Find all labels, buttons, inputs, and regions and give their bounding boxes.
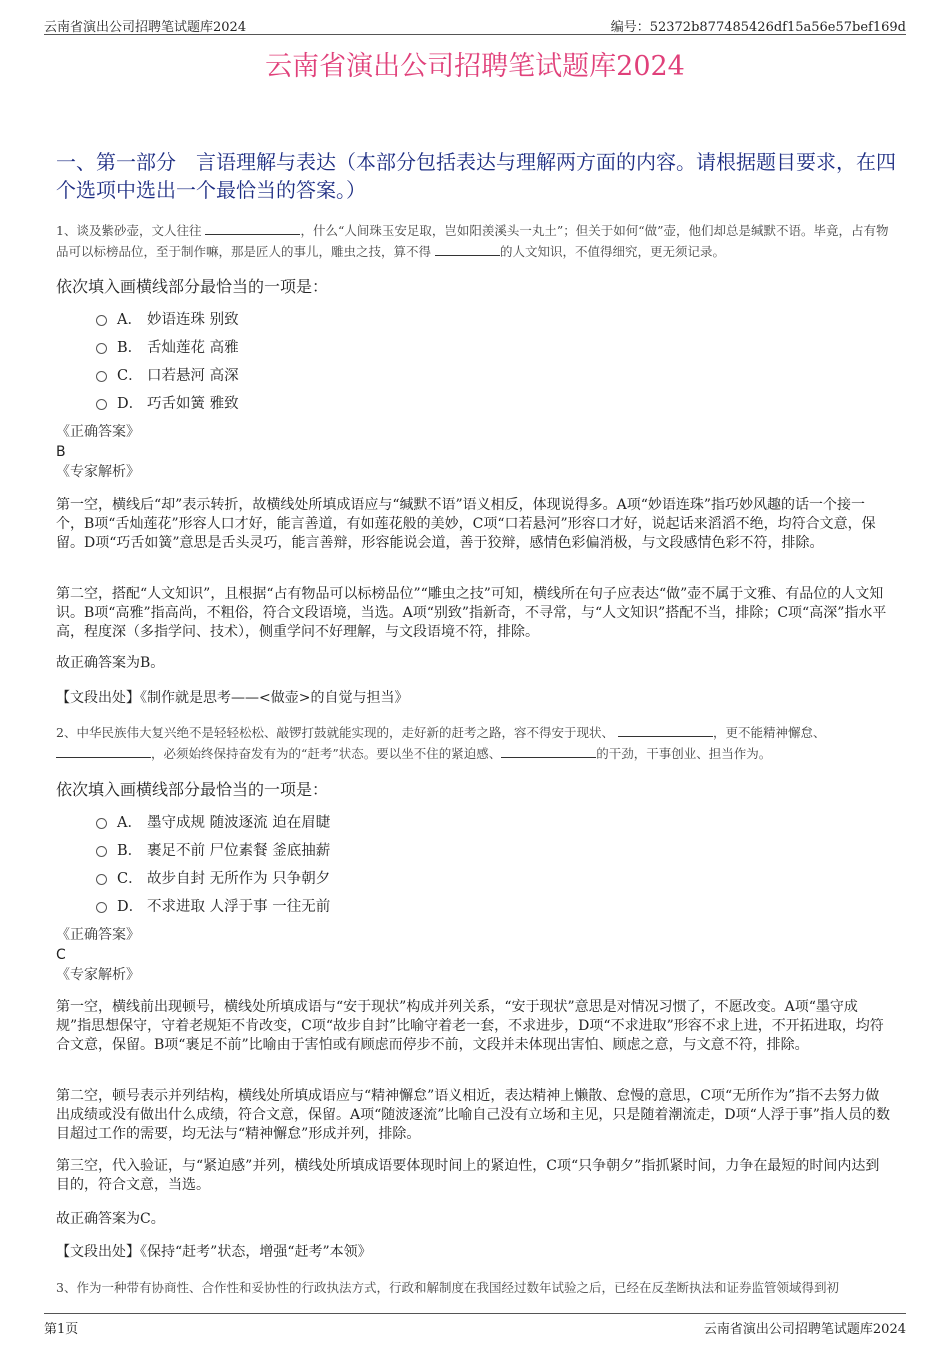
answer-value: B [56,444,66,460]
analysis-label: 《专家解析》 [56,464,140,480]
analysis-paragraph: 第一空，横线前出现顿号，横线处所填成语与“安于现状”构成并列关系，“安于现状”意思是对情况习惯了，不愿改变。A项“墨守成规”指思想保守，守着老规矩不肯改变，C项“故步自封”比喻守着老一套，不求进步，D项“不求进取”形容不求上进，不开拓进取，均符合文意，保留。B项“裹足不前”比喻由于害怕或有顾虑而停步不前，文段并未体现出害怕、顾虑之意，与文意不符，排除。 [56,999,884,1053]
section-heading: 一、第一部分 言语理解与表达（本部分包括表达与理解两方面的内容。请根据题目要求，在四个选项中选出一个最恰当的答案。） [56,150,896,202]
question-stem: 2、中华民族伟大复兴绝不是轻轻松松、敲锣打鼓就能实现的，走好新的赶考之路，容不得安于现状、 ，更不能精神懈怠、，必须始终保持奋发有为的“赶考”状态。要以坐不住的紧迫感、 的干劲，干事创业、担当作为。 [56,725,826,761]
answer-label: 《正确答案》 [56,424,140,440]
analysis-paragraph: 第一空，横线后“却”表示转折，故横线处所填成语应与“缄默不语”语义相反，体现说得多。A项“妙语连珠”指巧妙风趣的话一个接一个，B项“舌灿莲花”形容人口才好，能言善道，有如莲花般的美妙，C项“口若悬河”形容口才好，说起话来滔滔不绝，均符合文意，保留。D项“巧舌如簧”意思是舌头灵巧，能言善辩，形容能说会道，善于狡辩，感情色彩偏消极，与文段感情色彩不符，排除。 [56,497,876,551]
radio-icon[interactable] [96,343,107,354]
radio-icon[interactable] [96,874,107,885]
answer-value: C [56,947,66,963]
radio-icon[interactable] [96,399,107,410]
radio-icon[interactable] [96,818,107,829]
analysis-paragraph: 第三空，代入验证，与“紧迫感”并列，横线处所填成语要体现时间上的紧迫性，C项“只争朝夕”指抓紧时间，力争在最短的时间内达到目的，符合文意，当选。 [56,1158,880,1193]
radio-icon[interactable] [96,371,107,382]
answer-label: 《正确答案》 [56,927,140,943]
page-footer [44,1313,906,1344]
analysis-label: 《专家解析》 [56,967,140,983]
question-prompt: 依次填入画横线部分最恰当的一项是： [56,277,329,296]
answer-blank [205,222,300,235]
question-1 [56,220,892,262]
footer-doc-title: 云南省演出公司招聘笔试题库2024 [703,1322,906,1337]
source-citation: 【文段出处】《保持“赶考”状态，增强“赶考”本领》 [56,1244,372,1260]
question-stem: 1、谈及紫砂壶，文人往往 ，什么“人间珠玉安足取，岂如阳羡溪头一丸土”；但关于如何“做”壶，他们却总是缄默不语。毕竟，占有物品可以标榜品位，至于制作嘛，那是匠人的事儿，雕虫之技，算不得 的人文知识，不值得细究，更无须记录。 [56,223,889,259]
option-d[interactable]: D． 巧舌如簧 雅致 [56,388,892,416]
analysis-paragraph: 第二空，搭配“人文知识”，且根据“占有物品可以标榜品位”“雕虫之技”可知，横线所在句子应表达“做”壶不属于文雅、有品位的人文知识。B项“高雅”指高尚，不粗俗，符合文段语境，当选。A项“别致”指新奇，不寻常，与“人文知识”搭配不当，排除；C项“高深”指水平高，程度深（多指学问、技术），侧重学问不好理解，与文段语境不符，排除。 [56,586,887,640]
radio-icon[interactable] [96,902,107,913]
header-doc-title: 云南省演出公司招聘笔试题库2024 [44,20,247,35]
radio-icon[interactable] [96,315,107,326]
document-title: 云南省演出公司招聘笔试题库2024 [265,51,685,82]
page-number: 第1页 [44,1322,79,1337]
source-citation: 【文段出处】《制作就是思考——<做壶>的自觉与担当》 [56,690,409,706]
header-doc-number: 编号：52372b877485426df15a56e57bef169d [610,20,906,35]
option-a[interactable]: A． 妙语连珠 别致 [56,304,892,332]
question-3-stem: 3、作为一种带有协商性、合作性和妥协性的行政执法方式，行政和解制度在我国经过数年试验之后，已经在反垄断执法和证券监管领域得到初 [56,1280,839,1295]
answer-blank [618,724,713,737]
option-list [56,304,892,416]
analysis-paragraph: 第二空，顿号表示并列结构，横线处所填成语应与“精神懈怠”语义相近，表达精神上懒散、怠慢的意思，C项“无所作为”指不去努力做出成绩或没有做出什么成绩，符合文意，保留。A项“随波逐流”比喻自己没有立场和主见，只是随着潮流走，D项“人浮于事”指人员的数目超过工作的需要，均无法与“精神懈怠”形成并列，排除。 [56,1088,890,1142]
option-c[interactable]: C． 口若悬河 高深 [56,360,892,388]
option-d[interactable]: D． 不求进取 人浮于事 一往无前 [56,891,892,919]
answer-blank [501,745,596,758]
analysis-conclusion: 故正确答案为C。 [56,1211,165,1227]
answer-blank [56,745,151,758]
option-b[interactable]: B． 舌灿莲花 高雅 [56,332,892,360]
analysis-conclusion: 故正确答案为B。 [56,655,165,671]
question-2 [56,722,892,764]
option-b[interactable]: B． 裹足不前 尸位素餐 釜底抽薪 [56,835,892,863]
answer-blank [435,243,500,256]
option-a[interactable]: A． 墨守成规 随波逐流 迫在眉睫 [56,807,892,835]
radio-icon[interactable] [96,846,107,857]
page-header [44,0,906,35]
question-prompt: 依次填入画横线部分最恰当的一项是： [56,780,329,799]
option-c[interactable]: C． 故步自封 无所作为 只争朝夕 [56,863,892,891]
option-list [56,807,892,919]
